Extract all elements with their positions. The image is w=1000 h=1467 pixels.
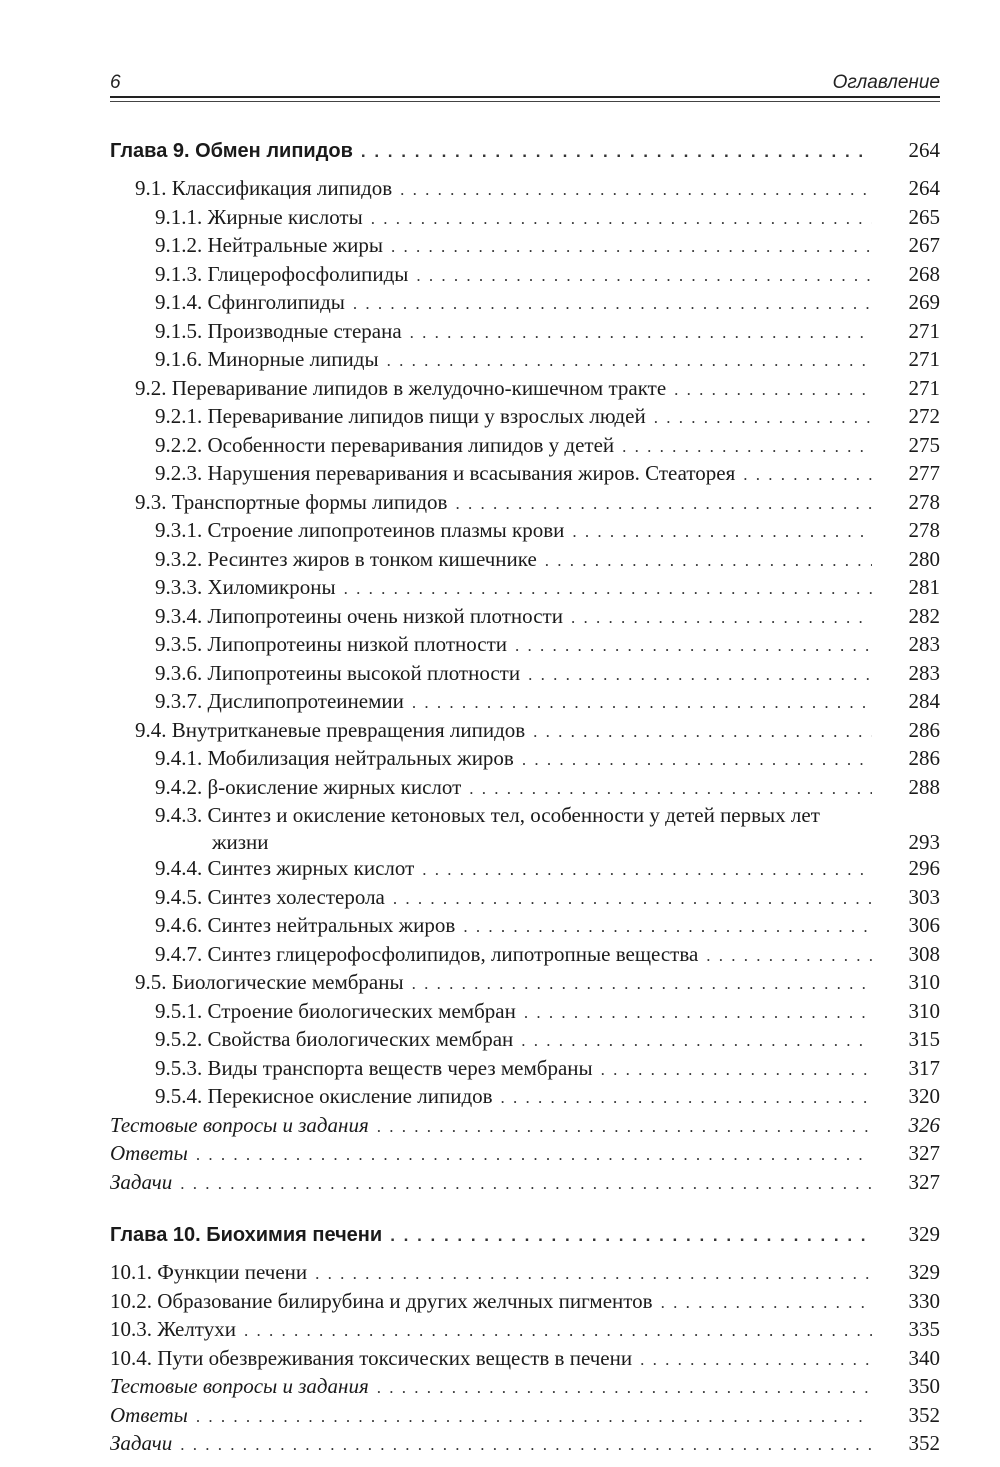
toc-page-number: 308 bbox=[908, 941, 940, 966]
toc-page-number: 293 bbox=[908, 829, 940, 854]
dot-leader bbox=[654, 405, 872, 432]
toc-entry[interactable] bbox=[110, 1026, 940, 1055]
toc-entry-answers[interactable] bbox=[110, 1402, 940, 1431]
dot-leader bbox=[377, 1375, 872, 1402]
toc-entry[interactable] bbox=[110, 175, 940, 204]
toc-entry[interactable] bbox=[110, 969, 940, 998]
toc-entry-title: 10.1. Функции печени bbox=[110, 1260, 308, 1284]
dot-leader bbox=[416, 263, 872, 290]
dot-leader bbox=[196, 1142, 872, 1169]
toc-entry-multiline[interactable] bbox=[110, 802, 940, 855]
toc-entry-title-line1: 9.4.3. Синтез и окисление кетоновых тел, особенности у детей первых лет bbox=[155, 803, 820, 827]
toc-entry-title: 9.1.4. Сфинголипиды bbox=[155, 290, 345, 314]
toc-page-number: 283 bbox=[908, 660, 940, 685]
toc-entry-title: 10.3. Желтухи bbox=[110, 1317, 236, 1341]
toc-entry[interactable] bbox=[110, 1316, 940, 1345]
toc-chapter-10[interactable] bbox=[110, 1221, 940, 1249]
toc-entry[interactable] bbox=[110, 774, 940, 803]
toc-page-number: 272 bbox=[908, 404, 940, 428]
dot-leader bbox=[622, 434, 872, 461]
toc-page-number: 281 bbox=[908, 575, 940, 599]
toc-entry[interactable] bbox=[110, 517, 940, 546]
toc-entry-title: 9.4.6. Синтез нейтральных жиров bbox=[155, 913, 456, 937]
toc-page-number: 296 bbox=[908, 856, 940, 880]
toc-entry-title-line2: жизни bbox=[212, 829, 269, 854]
toc-entry-title: 9.1.5. Производные стерана bbox=[155, 318, 402, 343]
toc-page-number: 288 bbox=[908, 774, 940, 799]
dot-leader bbox=[344, 576, 872, 603]
toc-entry-title: Тестовые вопросы и задания bbox=[110, 1374, 369, 1398]
toc-entry[interactable] bbox=[110, 855, 940, 884]
toc-entry[interactable] bbox=[110, 1288, 940, 1317]
toc-page-number: 320 bbox=[908, 1084, 940, 1108]
toc-page-number: 303 bbox=[908, 884, 940, 909]
toc-entry-title: 9.2.2. Особенности переваривания липидов у детей bbox=[155, 432, 615, 457]
dot-leader bbox=[180, 1171, 872, 1198]
table-of-contents bbox=[110, 137, 940, 1459]
toc-page-number: 350 bbox=[908, 1374, 940, 1398]
toc-entry-title: 9.3. Транспортные формы липидов bbox=[135, 489, 448, 514]
toc-page-number: 352 bbox=[908, 1431, 940, 1455]
toc-entry-title: 9.5. Биологические мембраны bbox=[135, 970, 404, 994]
toc-entry[interactable] bbox=[110, 660, 940, 689]
toc-entry-title: 9.5.4. Перекисное окисление липидов bbox=[155, 1084, 493, 1108]
toc-entry[interactable] bbox=[110, 998, 940, 1027]
dot-leader bbox=[390, 1222, 872, 1249]
toc-entry-title: 9.4.7. Синтез глицерофосфолипидов, липотропные вещества bbox=[155, 941, 699, 966]
toc-entry-test-questions[interactable] bbox=[110, 1373, 940, 1402]
toc-page-number: 267 bbox=[908, 233, 940, 257]
dot-leader bbox=[545, 548, 872, 575]
toc-entry-title: 9.5.3. Виды транспорта веществ через мембраны bbox=[155, 1055, 593, 1080]
dot-leader bbox=[391, 234, 872, 261]
toc-entry-title: 9.4.2. β-окисление жирных кислот bbox=[155, 774, 462, 799]
toc-page-number: 271 bbox=[908, 347, 940, 371]
toc-entry-title: 9.4. Внутритканевые превращения липидов bbox=[135, 717, 526, 742]
toc-entry[interactable] bbox=[110, 1083, 940, 1112]
dot-leader bbox=[377, 1114, 872, 1141]
toc-page-number: 264 bbox=[908, 176, 940, 200]
dot-leader bbox=[528, 662, 872, 689]
toc-entry-title: 9.3.7. Дислипопротеинемии bbox=[155, 689, 404, 713]
toc-page-number: 268 bbox=[908, 261, 940, 286]
toc-entry[interactable] bbox=[110, 375, 940, 404]
toc-page-number: 352 bbox=[908, 1402, 940, 1427]
dot-leader bbox=[393, 886, 872, 913]
dot-leader bbox=[661, 1290, 872, 1317]
dot-leader bbox=[674, 377, 872, 404]
dot-leader bbox=[533, 719, 872, 746]
toc-entry[interactable] bbox=[110, 289, 940, 318]
running-section-title: Оглавление bbox=[832, 72, 940, 93]
dot-leader bbox=[463, 914, 872, 941]
dot-leader bbox=[315, 1261, 872, 1288]
dot-leader bbox=[743, 462, 872, 489]
dot-leader bbox=[410, 320, 872, 347]
toc-entry[interactable] bbox=[110, 346, 940, 375]
toc-page-number: 317 bbox=[908, 1055, 940, 1080]
toc-entry[interactable] bbox=[110, 232, 940, 261]
dot-leader bbox=[455, 491, 872, 518]
toc-chapter-title: Глава 10. Биохимия печени bbox=[110, 1224, 383, 1246]
toc-entry-title: 9.3.1. Строение липопротеинов плазмы крови bbox=[155, 518, 565, 542]
toc-entry-title: 9.1.6. Минорные липиды bbox=[155, 347, 379, 371]
toc-page-number: 310 bbox=[908, 998, 940, 1023]
dot-leader bbox=[571, 605, 872, 632]
toc-entry-title: 9.4.1. Мобилизация нейтральных жиров bbox=[155, 746, 514, 770]
toc-entry[interactable] bbox=[110, 261, 940, 290]
toc-entry-title: 9.5.2. Свойства биологических мембран bbox=[155, 1027, 514, 1051]
dot-leader bbox=[387, 348, 872, 375]
toc-entry-answers[interactable] bbox=[110, 1140, 940, 1169]
toc-entry-title: Ответы bbox=[110, 1141, 188, 1165]
dot-leader bbox=[353, 291, 872, 318]
toc-entry[interactable] bbox=[110, 460, 940, 489]
header-rule-thick bbox=[110, 96, 940, 98]
dot-leader bbox=[515, 633, 872, 660]
toc-page-number: 271 bbox=[908, 375, 940, 400]
toc-page-number: 335 bbox=[908, 1317, 940, 1341]
toc-entry-title: 9.3.2. Ресинтез жиров в тонком кишечнике bbox=[155, 546, 537, 571]
toc-entry-title: 10.4. Пути обезвреживания токсических веществ в печени bbox=[110, 1345, 633, 1370]
dot-leader bbox=[361, 138, 872, 165]
dot-leader bbox=[522, 747, 872, 774]
toc-entry-title: 9.1.3. Глицерофосфолипиды bbox=[155, 261, 409, 286]
toc-entry-title: Задачи bbox=[110, 1169, 173, 1194]
toc-entry[interactable] bbox=[110, 318, 940, 347]
toc-page-number: 329 bbox=[908, 1222, 940, 1246]
dot-leader bbox=[640, 1347, 872, 1374]
toc-page-number: 283 bbox=[908, 632, 940, 656]
dot-leader bbox=[524, 1000, 872, 1027]
toc-entry-title: 9.1. Классификация липидов bbox=[135, 176, 393, 200]
dot-leader bbox=[469, 776, 872, 803]
toc-page-number: 284 bbox=[908, 689, 940, 713]
toc-entry-title: 9.5.1. Строение биологических мембран bbox=[155, 998, 516, 1023]
page-number: 6 bbox=[110, 72, 121, 93]
toc-page-number: 315 bbox=[908, 1027, 940, 1051]
toc-page-number: 327 bbox=[908, 1141, 940, 1165]
dot-leader bbox=[601, 1057, 872, 1084]
toc-entry-title: 9.3.6. Липопротеины высокой плотности bbox=[155, 660, 521, 685]
toc-entry-title: 10.2. Образование билирубина и других желчных пигментов bbox=[110, 1288, 653, 1313]
toc-entry[interactable] bbox=[110, 1345, 940, 1374]
toc-entry[interactable] bbox=[110, 941, 940, 970]
toc-page-number: 282 bbox=[908, 603, 940, 628]
toc-page-number: 271 bbox=[908, 318, 940, 343]
toc-page-number: 327 bbox=[908, 1169, 940, 1194]
toc-page-number: 264 bbox=[908, 138, 940, 162]
toc-entry[interactable] bbox=[110, 403, 940, 432]
toc-entry-title: 9.2. Переваривание липидов в желудочно-кишечном тракте bbox=[135, 375, 667, 400]
toc-entry[interactable] bbox=[110, 688, 940, 717]
toc-entry[interactable] bbox=[110, 912, 940, 941]
toc-entry-title: Ответы bbox=[110, 1402, 188, 1427]
dot-leader bbox=[521, 1028, 872, 1055]
toc-entry[interactable] bbox=[110, 574, 940, 603]
toc-entry-title: 9.3.5. Липопротеины низкой плотности bbox=[155, 632, 508, 656]
toc-page-number: 326 bbox=[908, 1112, 940, 1137]
dot-leader bbox=[412, 690, 872, 717]
header-rule-thin bbox=[110, 101, 940, 102]
toc-page-number: 280 bbox=[908, 546, 940, 571]
toc-entry-title: 9.2.1. Переваривание липидов пищи у взрослых людей bbox=[155, 404, 646, 428]
toc-entry-title: Задачи bbox=[110, 1431, 173, 1455]
toc-entry-test-questions[interactable] bbox=[110, 1112, 940, 1141]
toc-entry[interactable] bbox=[110, 204, 940, 233]
toc-page-number: 277 bbox=[908, 461, 940, 485]
toc-chapter-title: Глава 9. Обмен липидов bbox=[110, 140, 353, 162]
toc-chapter-9[interactable] bbox=[110, 137, 940, 165]
toc-entry-problems[interactable] bbox=[110, 1430, 940, 1459]
toc-entry[interactable] bbox=[110, 1055, 940, 1084]
toc-entry[interactable] bbox=[110, 1259, 940, 1288]
toc-entry[interactable] bbox=[110, 884, 940, 913]
toc-entry-title: 9.4.4. Синтез жирных кислот bbox=[155, 856, 415, 880]
dot-leader bbox=[412, 971, 872, 998]
toc-entry-title: Тестовые вопросы и задания bbox=[110, 1112, 369, 1137]
toc-page-number: 278 bbox=[908, 518, 940, 542]
toc-page-number: 265 bbox=[908, 204, 940, 229]
toc-page-number: 286 bbox=[908, 746, 940, 770]
toc-page-number: 286 bbox=[908, 717, 940, 742]
toc-entry[interactable] bbox=[110, 717, 940, 746]
toc-entry[interactable] bbox=[110, 631, 940, 660]
toc-entry-title: 9.4.5. Синтез холестерола bbox=[155, 884, 385, 909]
toc-entry-title: 9.2.3. Нарушения переваривания и всасывания жиров. Стеаторея bbox=[155, 461, 736, 485]
toc-entry-title: 9.1.2. Нейтральные жиры bbox=[155, 233, 383, 257]
toc-entry[interactable] bbox=[110, 432, 940, 461]
toc-page-number: 275 bbox=[908, 432, 940, 457]
toc-entry[interactable] bbox=[110, 489, 940, 518]
toc-entry[interactable] bbox=[110, 745, 940, 774]
dot-leader bbox=[572, 519, 872, 546]
toc-entry[interactable] bbox=[110, 546, 940, 575]
running-header bbox=[110, 70, 940, 102]
toc-page-number: 269 bbox=[908, 290, 940, 314]
toc-entry[interactable] bbox=[110, 603, 940, 632]
dot-leader bbox=[400, 177, 872, 204]
toc-page-number: 310 bbox=[908, 970, 940, 994]
dot-leader bbox=[244, 1318, 872, 1345]
toc-entry-problems[interactable] bbox=[110, 1169, 940, 1198]
dot-leader bbox=[371, 206, 872, 233]
toc-entry-title: 9.3.3. Хиломикроны bbox=[155, 575, 336, 599]
toc-page-number: 278 bbox=[908, 489, 940, 514]
dot-leader bbox=[180, 1432, 872, 1459]
toc-page-number: 306 bbox=[908, 913, 940, 937]
toc-page-number: 329 bbox=[908, 1260, 940, 1284]
toc-page-number: 330 bbox=[908, 1288, 940, 1313]
dot-leader bbox=[196, 1404, 872, 1431]
toc-entry-title: 9.3.4. Липопротеины очень низкой плотности bbox=[155, 603, 563, 628]
dot-leader bbox=[422, 857, 872, 884]
toc-entry-title: 9.1.1. Жирные кислоты bbox=[155, 204, 363, 229]
dot-leader bbox=[501, 1085, 872, 1112]
toc-page-number: 340 bbox=[908, 1345, 940, 1370]
dot-leader bbox=[706, 943, 872, 970]
